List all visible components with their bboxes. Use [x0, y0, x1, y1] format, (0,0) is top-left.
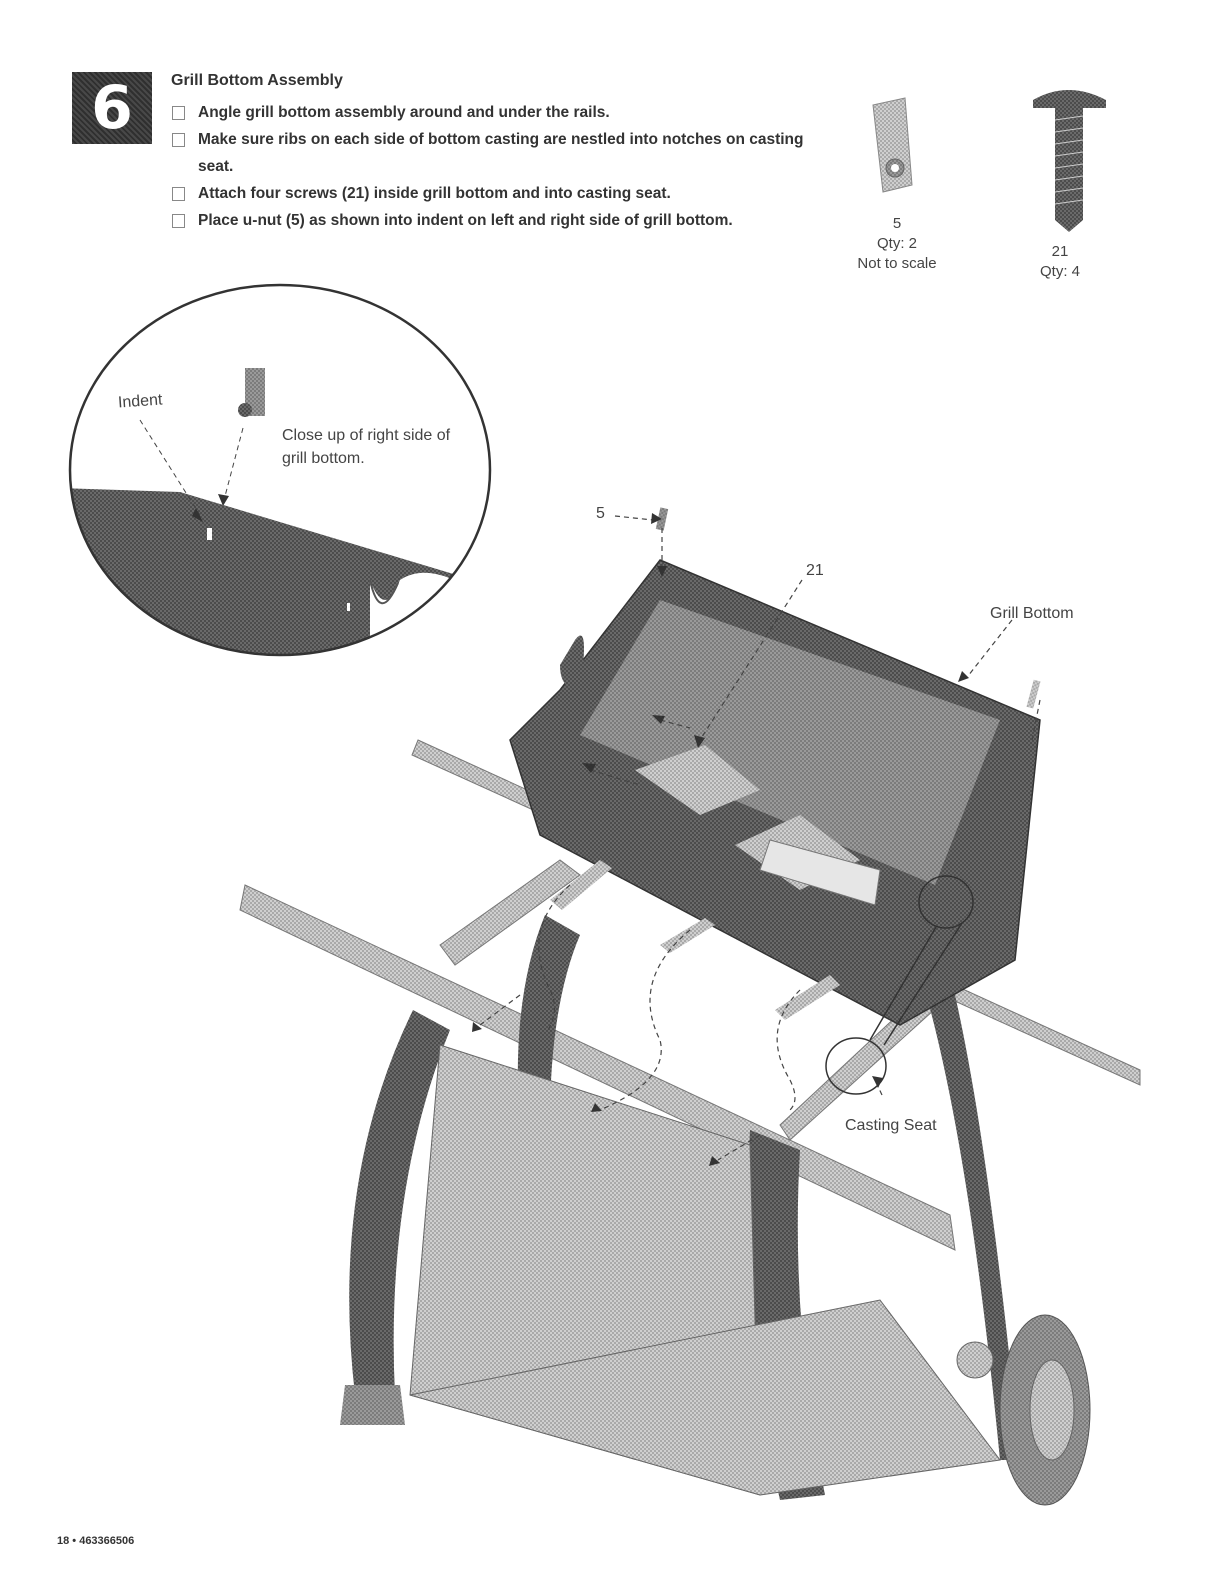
screw-icon [1033, 90, 1106, 232]
instruction-text: Attach four screws (21) inside grill bottom and into casting seat. [198, 185, 671, 202]
wheel-icon [957, 1315, 1090, 1505]
grill-bottom-casting [510, 560, 1040, 1025]
callout-grill-bottom: Grill Bottom [990, 605, 1074, 622]
step-title: Grill Bottom Assembly [171, 72, 343, 89]
closeup-circle [60, 285, 490, 680]
instruction-text: Angle grill bottom assembly around and under the rails. [198, 104, 610, 121]
callout-indent: Indent [117, 391, 163, 412]
instruction-text: Make sure ribs on each side of bottom casting are nestled into notches on casting seat. [198, 131, 804, 175]
step-number: 6 [91, 73, 133, 143]
callout-screw-ref: 21 [806, 562, 824, 579]
callout-casting-seat: Casting Seat [845, 1117, 937, 1134]
u-nut-icon [873, 98, 912, 192]
instruction-text: Place u-nut (5) as shown into indent on left and right side of grill bottom. [198, 212, 733, 229]
callout-closeup: Close up of right side of grill bottom. [282, 427, 451, 467]
part-number: 5 [892, 215, 902, 232]
part-qty: Qty: 4 [1039, 263, 1080, 280]
part-qty: Qty: 2 [876, 235, 917, 252]
part-note: Not to scale [857, 255, 937, 272]
part-number: 21 [1051, 243, 1069, 260]
page-number: 18 • 463366506 [57, 1535, 135, 1547]
callout-unut-ref: 5 [596, 505, 605, 522]
